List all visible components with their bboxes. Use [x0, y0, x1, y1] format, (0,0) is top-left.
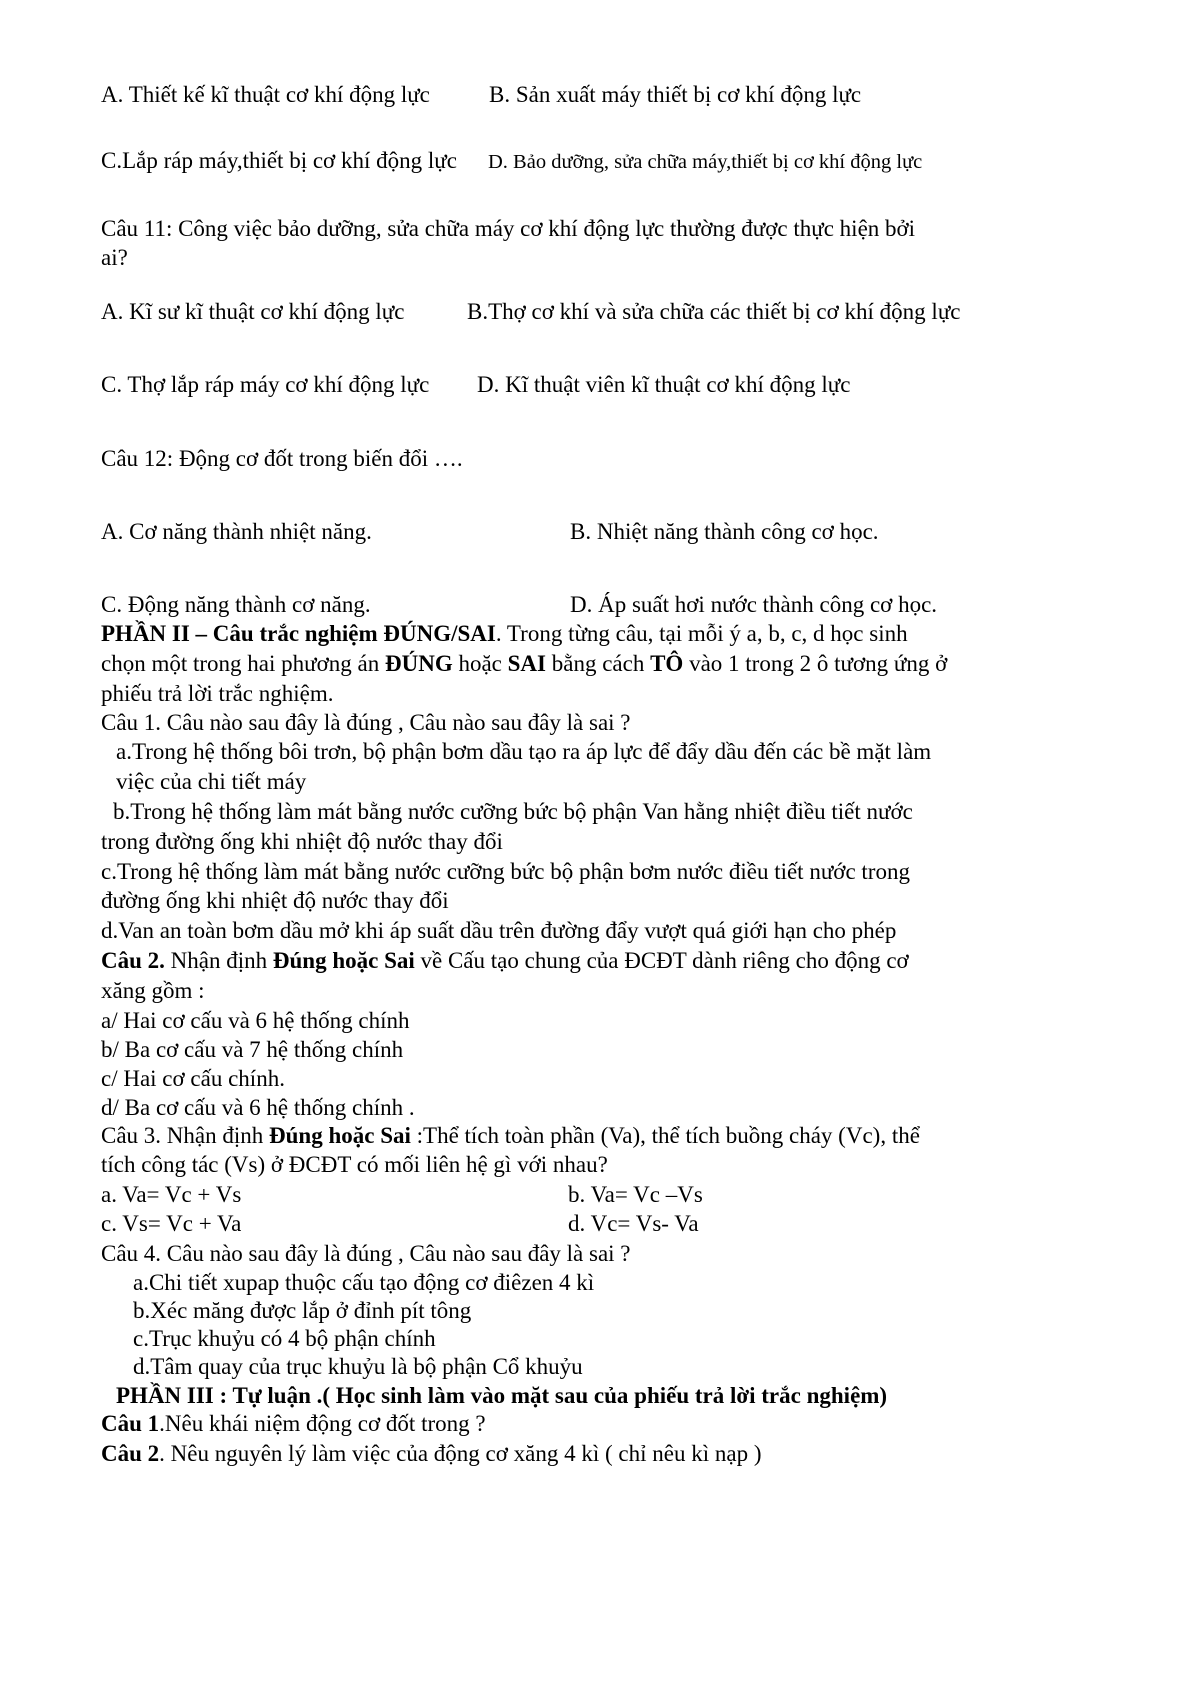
q11-option-d: D. Kĩ thuật viên kĩ thuật cơ khí động lực [477, 372, 851, 397]
q12-stem: Câu 12: Động cơ đốt trong biến đổi …. [101, 446, 463, 471]
instr-text: vào 1 trong 2 ô tương ứng ở [683, 651, 948, 676]
q11-stem-line1: Câu 11: Công việc bảo dưỡng, sửa chữa máy cơ khí động lực thường được thực hiện bởi [101, 216, 916, 241]
p2-q2-pre: Nhận định [164, 948, 273, 973]
q11-option-b: B.Thợ cơ khí và sửa chữa các thiết bị cơ khí động lực [467, 299, 961, 324]
p2-q1-d: d.Van an toàn bơm dầu mở khi áp suất dầu trên đường đẩy vượt quá giới hạn cho phép [101, 918, 897, 943]
p2-q1-b-line2: trong đường ống khi nhiệt độ nước thay đổi [101, 829, 503, 854]
part3-heading [116, 1381, 887, 1411]
p2-q2-option-a: a/ Hai cơ cấu và 6 hệ thống chính [101, 1008, 410, 1033]
instr-dung: ĐÚNG [384, 651, 453, 676]
p2-q4-option-d: d.Tâm quay của trục khuỷu là bộ phận Cổ khuỷu [133, 1354, 583, 1379]
p2-q3-option-b: b. Va= Vc –Vs [568, 1182, 703, 1207]
p2-q3-post: :Thể tích toàn phần (Va), thể tích buồng cháy (Vc), thể [410, 1123, 920, 1148]
p3-q1-label: Câu 1 [101, 1411, 160, 1436]
part2-instructions-line2 [101, 649, 947, 679]
q11-option-c: C. Thợ lắp ráp máy cơ khí động lực [101, 372, 430, 397]
instr-to: TÔ [650, 651, 684, 676]
p2-q1-b-line1: b.Trong hệ thống làm mát bằng nước cưỡng bức bộ phận Van hằng nhiệt điều tiết nước [113, 799, 913, 824]
p2-q2-bold: Đúng hoặc Sai [272, 948, 415, 973]
p2-q2-label: Câu 2. [101, 948, 165, 973]
p2-q2-option-c: c/ Hai cơ cấu chính. [101, 1066, 285, 1091]
q12-option-c: C. Động năng thành cơ năng. [101, 592, 371, 617]
q12-option-a: A. Cơ năng thành nhiệt năng. [101, 519, 372, 544]
q11-stem-line2: ai? [101, 245, 128, 270]
p2-q2-post: về Cấu tạo chung của ĐCĐT dành riêng cho động cơ [414, 948, 909, 973]
p2-q3-option-d: d. Vc= Vs- Va [568, 1211, 699, 1236]
part3-heading-text: PHẦN III : Tự luận .( Học sinh làm vào mặt sau của phiếu trả lời trắc nghiệm) [116, 1383, 888, 1408]
p2-q3-stem-line2: tích công tác (Vs) ở ĐCĐT có mối liên hệ gì với nhau? [101, 1152, 608, 1177]
q10-option-d: D. Bảo dưỡng, sửa chữa máy,thiết bị cơ khí động lực [488, 151, 923, 173]
p2-q2-stem-line2: xăng gồm : [101, 978, 205, 1003]
p2-q4-option-c: c.Trục khuỷu có 4 bộ phận chính [133, 1326, 436, 1351]
p2-q4-stem: Câu 4. Câu nào sau đây là đúng , Câu nào sau đây là sai ? [101, 1241, 631, 1266]
instr-text: bằng cách [546, 651, 651, 676]
part2-heading [101, 619, 908, 649]
p2-q2-stem [101, 946, 909, 976]
p2-q1-c-line2: đường ống khi nhiệt độ nước thay đổi [101, 888, 449, 913]
p2-q2-option-b: b/ Ba cơ cấu và 7 hệ thống chính [101, 1037, 404, 1062]
q10-option-c: C.Lắp ráp máy,thiết bị cơ khí động lực [101, 148, 457, 173]
p2-q4-option-a: a.Chi tiết xupap thuộc cấu tạo động cơ điêzen 4 kì [133, 1270, 595, 1295]
p2-q3-option-a: a. Va= Vc + Vs [101, 1182, 242, 1207]
instr-text: chọn một trong hai phương án [101, 651, 385, 676]
part2-instructions-line3: phiếu trả lời trắc nghiệm. [101, 681, 334, 706]
p3-q2 [101, 1439, 761, 1469]
q12-option-d: D. Áp suất hơi nước thành công cơ học. [570, 592, 938, 617]
p2-q2-option-d: d/ Ba cơ cấu và 6 hệ thống chính . [101, 1095, 415, 1120]
p2-q3-option-c: c. Vs= Vc + Va [101, 1211, 242, 1236]
p2-q3-bold: Đúng hoặc Sai [269, 1123, 411, 1148]
instr-sai: SAI [507, 651, 546, 676]
p3-q1-text: .Nêu khái niệm động cơ đốt trong ? [159, 1411, 486, 1436]
p3-q2-text: . Nêu nguyên lý làm việc của động cơ xăng 4 kì ( chỉ nêu kì nạp ) [159, 1441, 762, 1466]
p2-q1-stem: Câu 1. Câu nào sau đây là đúng , Câu nào sau đây là sai ? [101, 710, 631, 735]
p3-q1 [101, 1409, 486, 1439]
part2-heading-title: PHẦN II – Câu trắc nghiệm ĐÚNG/SAI [101, 621, 496, 646]
q10-option-b: B. Sản xuất máy thiết bị cơ khí động lực [489, 82, 862, 107]
p2-q1-a-line1: a.Trong hệ thống bôi trơn, bộ phận bơm dầu tạo ra áp lực để đẩy dầu đến các bề mặt làm [116, 739, 932, 764]
instr-text: hoặc [452, 651, 508, 676]
p2-q1-c-line1: c.Trong hệ thống làm mát bằng nước cưỡng bức bộ phận bơm nước điều tiết nước trong [101, 859, 910, 884]
q12-option-b: B. Nhiệt năng thành công cơ học. [570, 519, 879, 544]
p2-q3-pre: Câu 3. Nhận định [101, 1123, 270, 1148]
p2-q4-option-b: b.Xéc măng được lắp ở đỉnh pít tông [133, 1298, 472, 1323]
q11-option-a: A. Kĩ sư kĩ thuật cơ khí động lực [101, 299, 405, 324]
p2-q1-a-line2: việc của chi tiết máy [116, 769, 307, 794]
p2-q3-stem [101, 1121, 920, 1151]
p3-q2-label: Câu 2 [101, 1441, 160, 1466]
part2-heading-rest: . Trong từng câu, tại mỗi ý a, b, c, d học sinh [495, 621, 908, 646]
q10-option-a: A. Thiết kế kĩ thuật cơ khí động lực [101, 82, 430, 107]
